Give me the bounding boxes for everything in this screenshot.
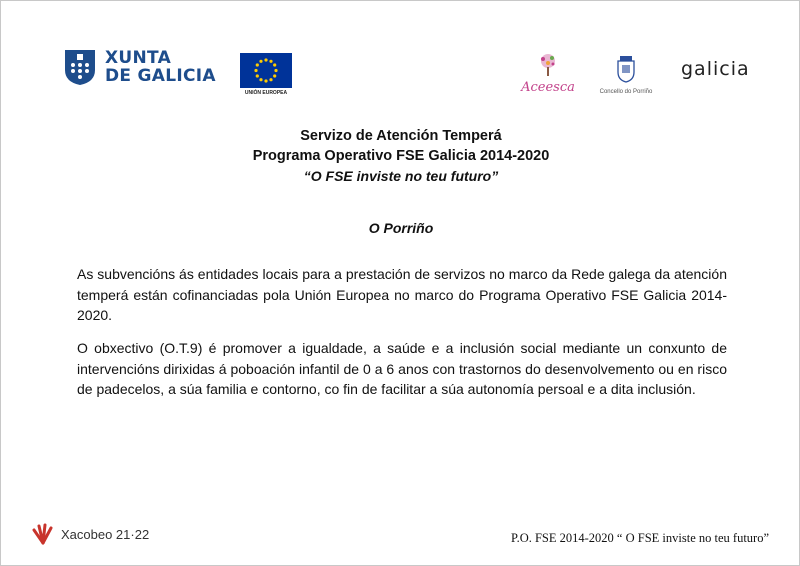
paragraph-objective: O obxectivo (O.T.9) é promover a igualdade, a saúde e a inclusión social mediante un conxunto de intervencións dirixidas á poboación infantil de 0 a 6 anos con trastornos do desenvolvemento ou en risco de padecelos, a súa familia e contorno, co fin de facilitar a súa autonomía persoal e a dita inclusión. [77,340,727,397]
xunta-logo-line2: DE GALICIA [105,66,216,86]
title-block [1,126,800,186]
eu-flag-icon [240,53,292,88]
european-union-logo [240,53,292,96]
porrino-crest-icon [615,55,637,83]
paragraph-funding: As subvencións ás entidades locais para a prestación de servizos no marco da Rede galega da atención temperá están cofinanciadas pola Unión Europea no marco do Programa Operativo FSE Galicia 2014-2020. [77,266,727,323]
galicia-logo: galicia [681,58,750,80]
aceesca-logo [513,53,583,95]
title-programme: Programa Operativo FSE Galicia 2014-2020 [252,148,550,164]
aceesca-text: Aceesca [521,80,575,95]
xacobeo-text: Xacobeo 21·22 [61,526,150,542]
xunta-de-galicia-logo [63,48,216,86]
footer-text: P.O. FSE 2014-2020 “ O FSE inviste no teu futuro” [511,531,769,545]
xacobeo-shell-icon [31,522,55,546]
concello-porrino-logo [596,55,656,95]
tree-icon [533,53,563,77]
xunta-logo-line1: XUNTA [105,48,172,68]
title-slogan: “O FSE inviste no teu futuro” [303,168,499,184]
location-heading: O Porriño [368,220,434,236]
eu-caption: UNIÓN EUROPEA [244,90,288,96]
title-service: Servizo de Atención Temperá [300,128,502,144]
porrino-caption: Concello do Porriño [599,89,653,95]
xunta-shield-icon [63,48,97,86]
xacobeo-logo [31,522,149,546]
